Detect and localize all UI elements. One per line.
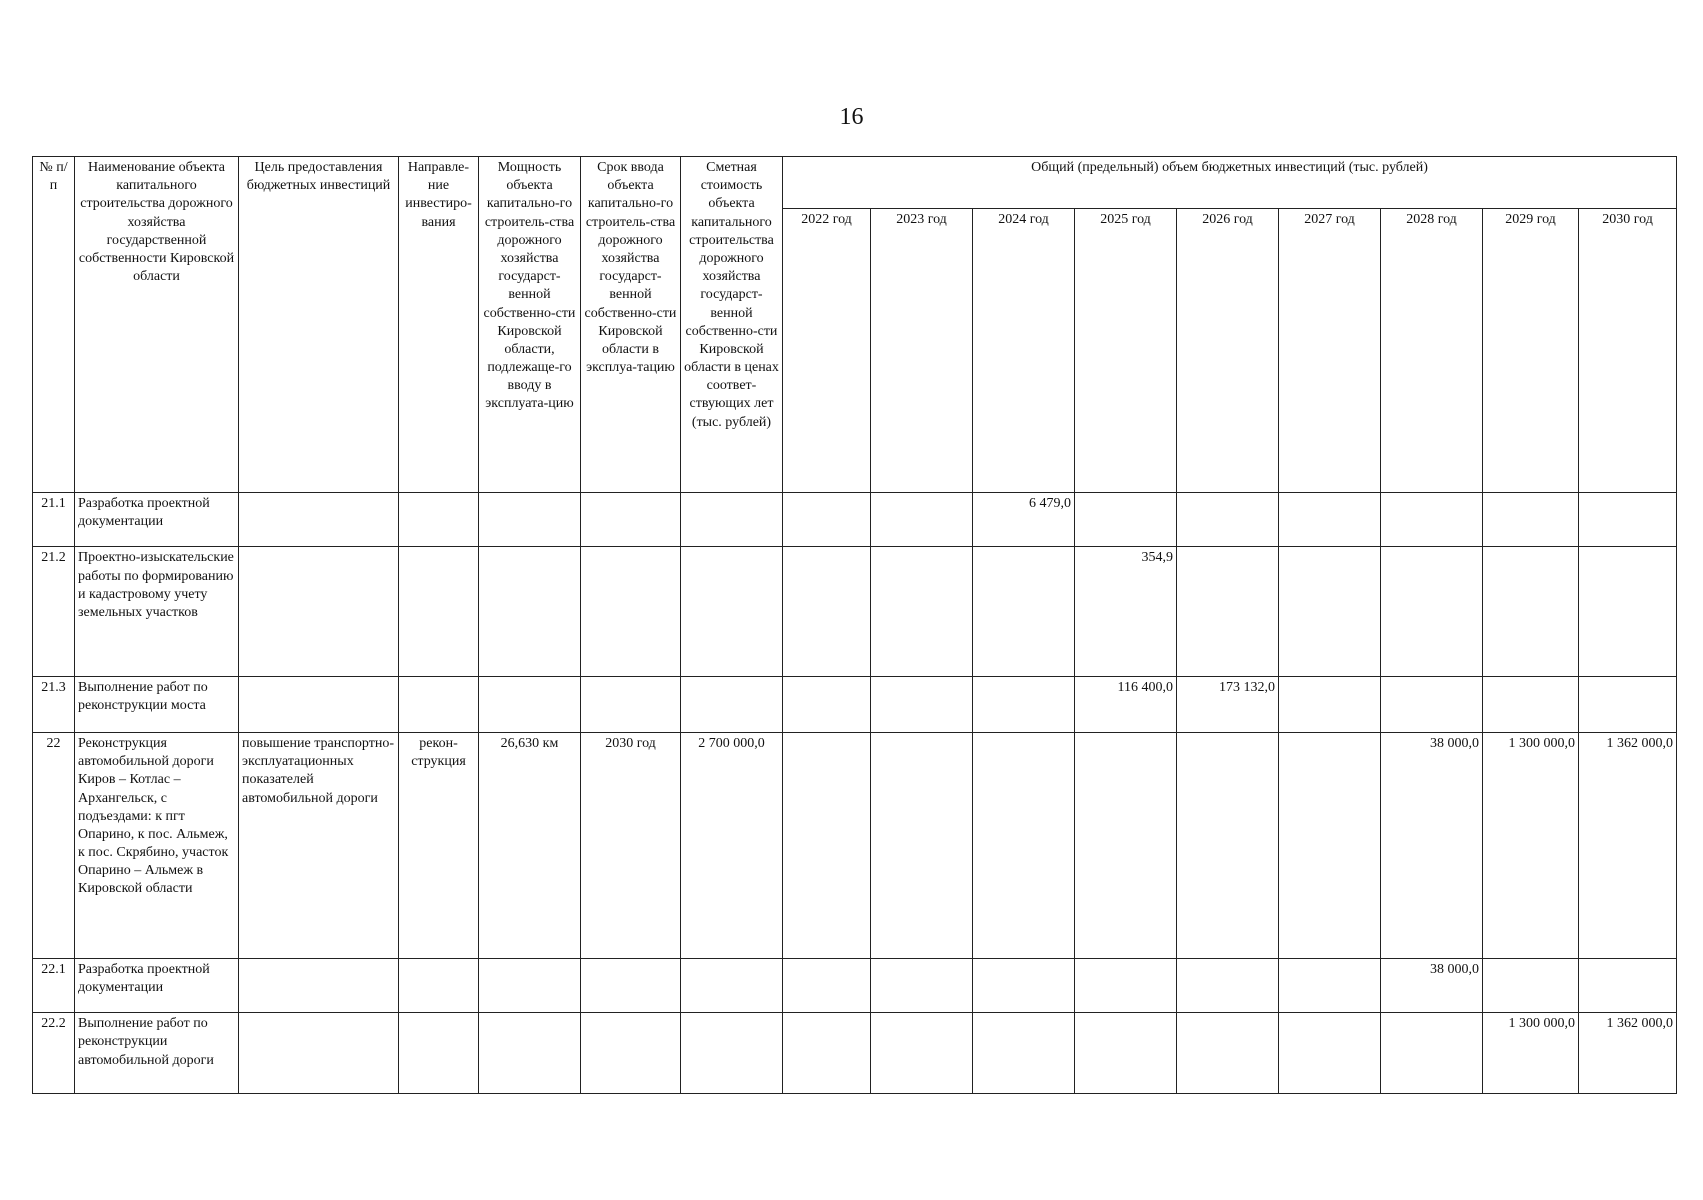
- object-name: Проектно-изыскательские работы по формированию и кадастровому учету земельных участков: [75, 547, 239, 676]
- year-value: [1177, 547, 1279, 676]
- year-value: [1177, 732, 1279, 958]
- year-value: [1483, 493, 1579, 547]
- row-number: 21.3: [33, 676, 75, 732]
- year-value: [1279, 547, 1381, 676]
- header-budget-volume: Общий (предельный) объем бюджетных инвестиций (тыс. рублей): [783, 157, 1677, 209]
- year-value: [783, 676, 871, 732]
- table-row: [33, 1013, 1677, 1094]
- term-cell: [581, 958, 681, 1012]
- year-value: [1279, 676, 1381, 732]
- year-value: [973, 732, 1075, 958]
- table-row: [33, 958, 1677, 1012]
- year-value: [1279, 732, 1381, 958]
- year-value: [783, 1013, 871, 1094]
- direction-cell: [399, 676, 479, 732]
- header-commissioning-term: Срок ввода объекта капитально-го строитель-ства дорожного хозяйства государст-венной собственно-сти Кировской области в эксплуа-тацию: [581, 157, 681, 493]
- goal-cell: [239, 493, 399, 547]
- year-value: 38 000,0: [1381, 732, 1483, 958]
- direction-cell: рекон-струкция: [399, 732, 479, 958]
- year-value: 1 362 000,0: [1579, 732, 1677, 958]
- capacity-cell: [479, 547, 581, 676]
- goal-cell: повышение транспортно-эксплуатационных показателей автомобильной дороги: [239, 732, 399, 958]
- year-value: [871, 547, 973, 676]
- year-value: [1177, 1013, 1279, 1094]
- table-row: [33, 732, 1677, 958]
- year-value: [783, 493, 871, 547]
- header-object-name: Наименование объекта капитального строительства дорожного хозяйства государственной собственности Кировской области: [75, 157, 239, 493]
- year-value: [871, 676, 973, 732]
- object-name: Выполнение работ по реконструкции моста: [75, 676, 239, 732]
- year-value: 1 300 000,0: [1483, 1013, 1579, 1094]
- header-goal: Цель предоставления бюджетных инвестиций: [239, 157, 399, 493]
- header-estimated-cost: Сметная стоимость объекта капитального строительства дорожного хозяйства государст-венной собственно-сти Кировской области в ценах соответ-ствующих лет (тыс. рублей): [681, 157, 783, 493]
- year-value: [973, 676, 1075, 732]
- year-value: [1381, 547, 1483, 676]
- year-value: [973, 547, 1075, 676]
- year-value: [1279, 958, 1381, 1012]
- year-value: [1177, 958, 1279, 1012]
- goal-cell: [239, 676, 399, 732]
- header-direction: Направле-ние инвестиро-вания: [399, 157, 479, 493]
- year-value: [1075, 732, 1177, 958]
- header-year: 2023 год: [871, 209, 973, 493]
- cost-cell: [681, 676, 783, 732]
- table-row: [33, 493, 1677, 547]
- cost-cell: [681, 1013, 783, 1094]
- row-number: 22.1: [33, 958, 75, 1012]
- header-year: 2025 год: [1075, 209, 1177, 493]
- cost-cell: 2 700 000,0: [681, 732, 783, 958]
- year-value: [1279, 1013, 1381, 1094]
- year-value: [1075, 1013, 1177, 1094]
- object-name: Разработка проектной документации: [75, 958, 239, 1012]
- year-value: [783, 732, 871, 958]
- term-cell: [581, 547, 681, 676]
- year-value: [1579, 676, 1677, 732]
- year-value: [1483, 958, 1579, 1012]
- row-number: 22.2: [33, 1013, 75, 1094]
- year-value: 6 479,0: [973, 493, 1075, 547]
- object-name: Разработка проектной документации: [75, 493, 239, 547]
- cost-cell: [681, 493, 783, 547]
- row-number: 21.2: [33, 547, 75, 676]
- year-value: [1579, 547, 1677, 676]
- year-value: [1075, 958, 1177, 1012]
- year-value: [973, 958, 1075, 1012]
- header-year: 2030 год: [1579, 209, 1677, 493]
- capacity-cell: [479, 958, 581, 1012]
- direction-cell: [399, 493, 479, 547]
- header-year: 2029 год: [1483, 209, 1579, 493]
- page-number: 16: [839, 104, 864, 130]
- year-value: 1 362 000,0: [1579, 1013, 1677, 1094]
- capacity-cell: [479, 1013, 581, 1094]
- year-value: [1279, 493, 1381, 547]
- header-year: 2027 год: [1279, 209, 1381, 493]
- header-year: 2022 год: [783, 209, 871, 493]
- header-num: № п/п: [33, 157, 75, 493]
- row-number: 22: [33, 732, 75, 958]
- year-value: [1579, 958, 1677, 1012]
- term-cell: [581, 493, 681, 547]
- year-value: 116 400,0: [1075, 676, 1177, 732]
- year-value: [973, 1013, 1075, 1094]
- year-value: [1075, 493, 1177, 547]
- table-row: [33, 676, 1677, 732]
- year-value: [1381, 676, 1483, 732]
- cost-cell: [681, 547, 783, 676]
- capacity-cell: 26,630 км: [479, 732, 581, 958]
- year-value: [783, 958, 871, 1012]
- year-value: 38 000,0: [1381, 958, 1483, 1012]
- term-cell: [581, 676, 681, 732]
- year-value: [1483, 676, 1579, 732]
- cost-cell: [681, 958, 783, 1012]
- year-value: [1579, 493, 1677, 547]
- object-name: Реконструкция автомобильной дороги Киров – Котлас – Архангельск, с подъездами: к пгт Опарино, к пос. Альмеж, к пос. Скрябино, участок Опарино – Альмеж в Кировской области: [75, 732, 239, 958]
- row-number: 21.1: [33, 493, 75, 547]
- goal-cell: [239, 958, 399, 1012]
- year-value: [871, 493, 973, 547]
- year-value: 1 300 000,0: [1483, 732, 1579, 958]
- year-value: [871, 1013, 973, 1094]
- year-value: [1381, 493, 1483, 547]
- header-capacity: Мощность объекта капитально-го строитель-ства дорожного хозяйства государст-венной собственно-сти Кировской области, подлежаще-го вводу в эксплуата-цию: [479, 157, 581, 493]
- budget-investment-table: [32, 156, 1677, 1094]
- year-value: [871, 732, 973, 958]
- goal-cell: [239, 1013, 399, 1094]
- capacity-cell: [479, 493, 581, 547]
- year-value: [783, 547, 871, 676]
- header-year: 2024 год: [973, 209, 1075, 493]
- direction-cell: [399, 958, 479, 1012]
- term-cell: 2030 год: [581, 732, 681, 958]
- direction-cell: [399, 547, 479, 676]
- table-row: [33, 547, 1677, 676]
- year-value: 354,9: [1075, 547, 1177, 676]
- capacity-cell: [479, 676, 581, 732]
- header-year: 2026 год: [1177, 209, 1279, 493]
- object-name: Выполнение работ по реконструкции автомобильной дороги: [75, 1013, 239, 1094]
- year-value: 173 132,0: [1177, 676, 1279, 732]
- year-value: [1483, 547, 1579, 676]
- year-value: [1381, 1013, 1483, 1094]
- term-cell: [581, 1013, 681, 1094]
- year-value: [871, 958, 973, 1012]
- year-value: [1177, 493, 1279, 547]
- direction-cell: [399, 1013, 479, 1094]
- goal-cell: [239, 547, 399, 676]
- header-year: 2028 год: [1381, 209, 1483, 493]
